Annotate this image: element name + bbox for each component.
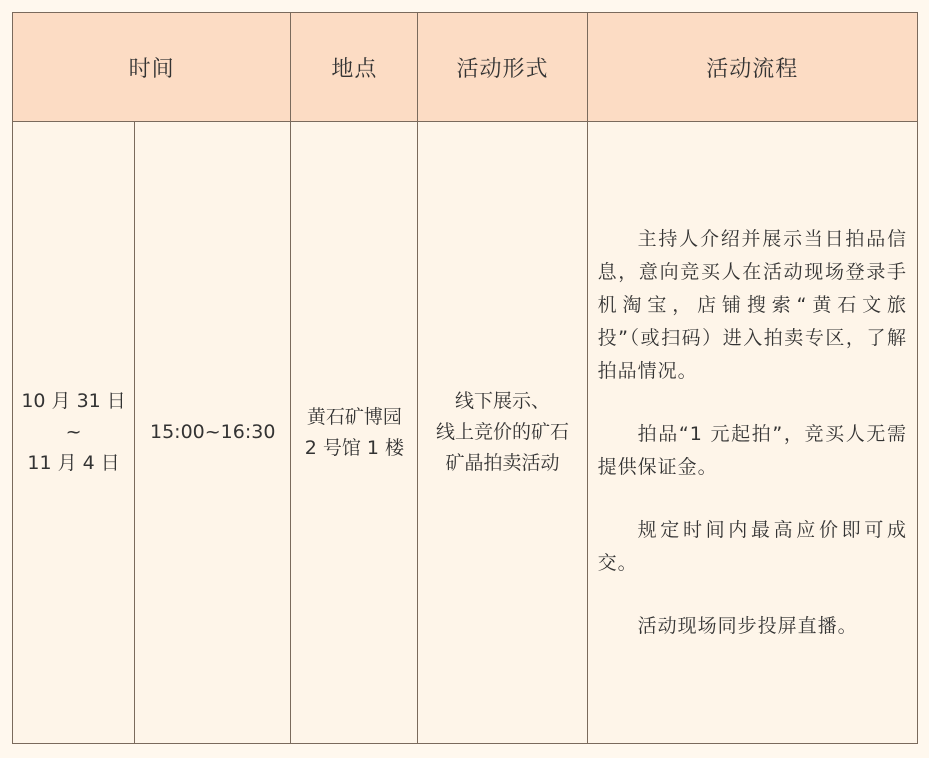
date-start: 10 月 31 日 (21, 390, 126, 412)
flow-cell (587, 122, 917, 744)
form-cell (418, 122, 587, 744)
time-range: 15:00~16:30 (149, 421, 276, 443)
flow-paragraph-live: 活动现场同步投屏直播。 (637, 614, 858, 637)
time-cell (135, 122, 291, 744)
place-cell (291, 122, 418, 744)
header-place: 地点 (291, 13, 418, 122)
flow-paragraph-intro: 主持人介绍并展示当日拍品信息，意向竞买人在活动现场登录手机淘宝，店铺搜索“黄石文旅投”（或扫码）进入拍卖专区，了解拍品情况。 (597, 227, 907, 382)
header-form: 活动形式 (418, 13, 587, 122)
schedule-table-wrapper (12, 12, 918, 744)
date-end: 11 月 4 日 (27, 452, 120, 474)
header-time: 时间 (13, 13, 291, 122)
form-line-1: 线下展示、 (455, 390, 551, 412)
header-row (13, 13, 918, 122)
form-line-3: 矿晶拍卖活动 (445, 452, 560, 474)
date-cell (13, 122, 135, 744)
form-line-2: 线上竞价的矿石 (436, 421, 570, 443)
table-row (13, 122, 918, 744)
schedule-table (12, 12, 918, 744)
header-flow: 活动流程 (587, 13, 917, 122)
place-line-2: 2 号馆 1 楼 (304, 436, 404, 459)
date-separator: ~ (65, 421, 82, 443)
place-line-1: 黄石矿博园 (306, 405, 402, 428)
flow-paragraph-deal: 规定时间内最高应价即可成交。 (597, 518, 907, 574)
flow-paragraph-start-price: 拍品“1 元起拍”，竞买人无需提供保证金。 (597, 422, 907, 478)
